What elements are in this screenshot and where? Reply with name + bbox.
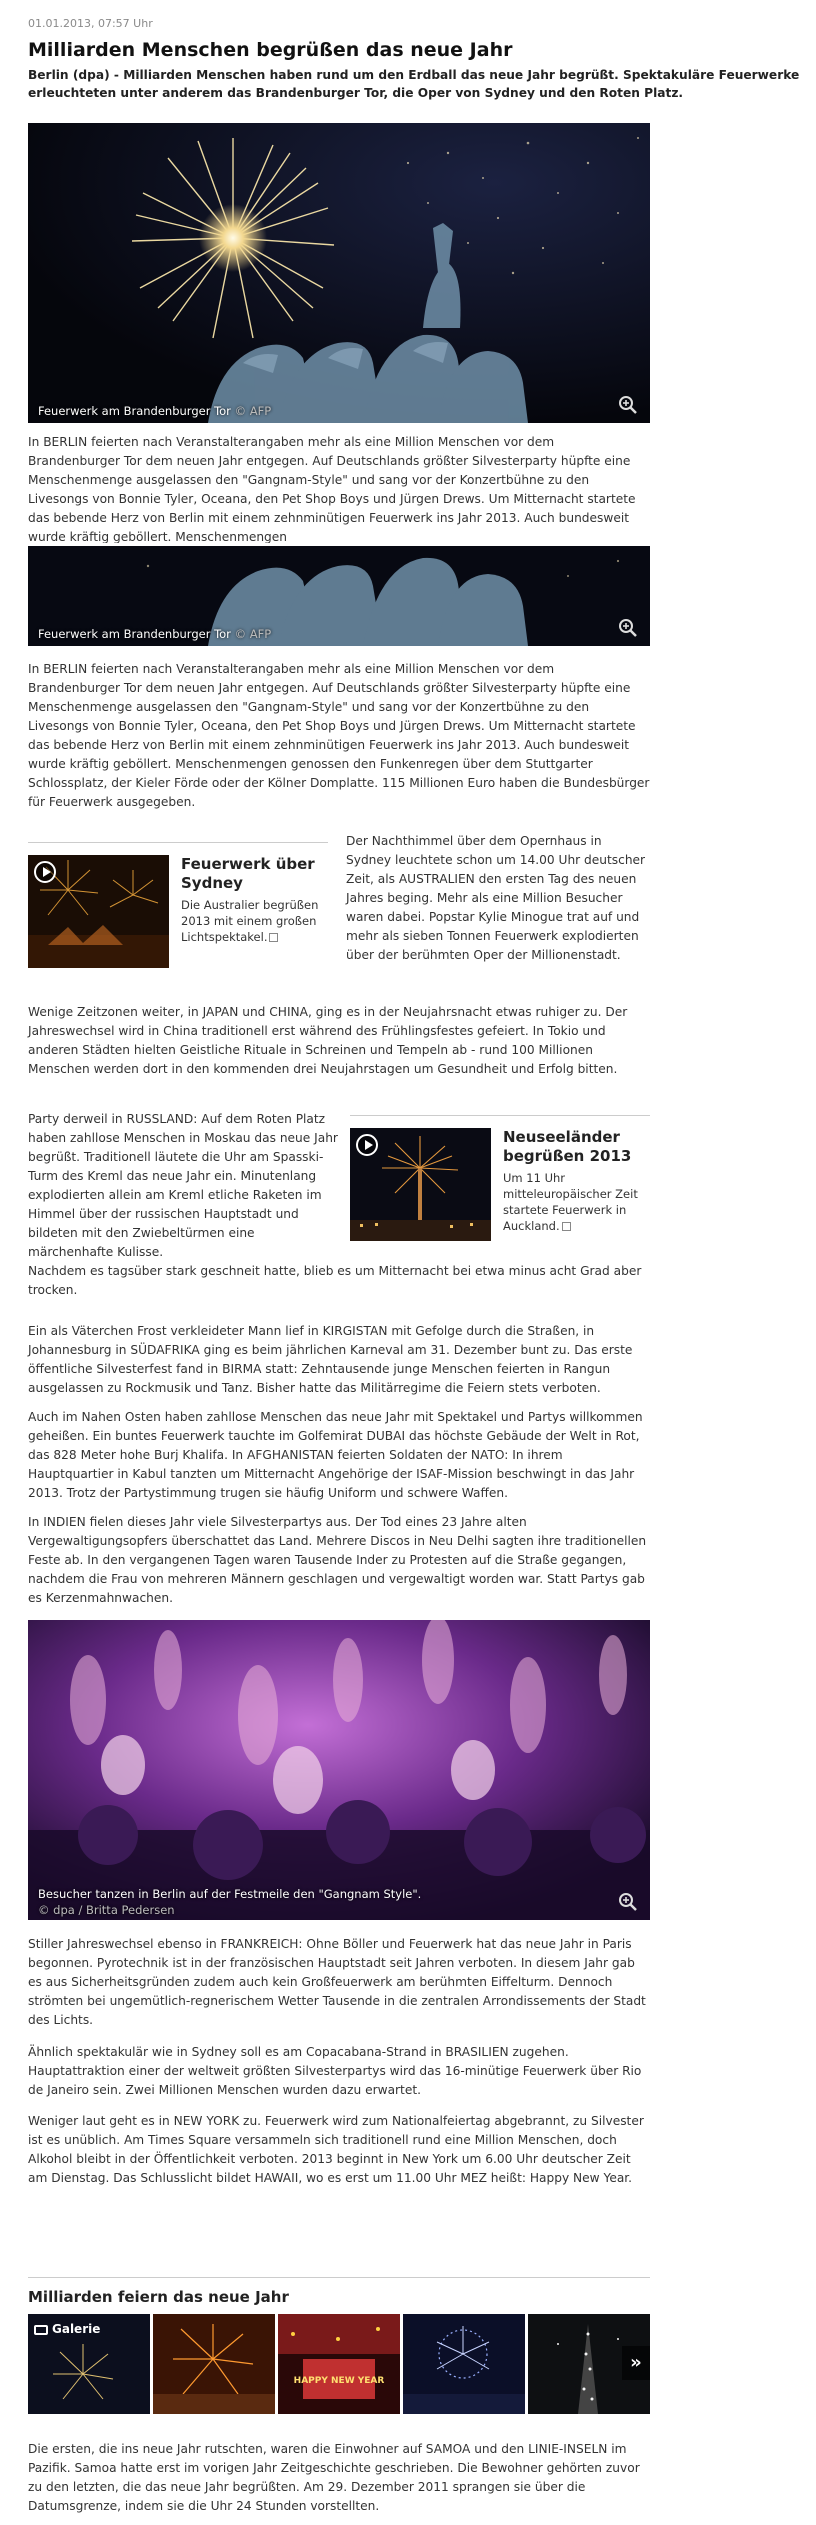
gallery-thumb-4[interactable] <box>403 2314 525 2414</box>
paragraph-sydney: Der Nachthimmel über dem Opernhaus in Sydney leuchtete schon um 14.00 Uhr deutscher Zeit, als AUSTRALIEN den ersten Tag des neuen Jahres beging. Mehr als eine Million Besucher waren dabei. Popstar Kylie Minogue trat auf und mehr als sieben Tonnen Feuerwerk explodierten über der berühmten Oper der Millionenstadt. <box>346 834 646 962</box>
chevron-right-double-icon[interactable]: » <box>622 2346 650 2380</box>
svg-text:HAPPY NEW YEAR: HAPPY NEW YEAR <box>293 2376 385 2386</box>
paragraph-brasilien: Ähnlich spektakulär wie in Sydney soll es am Copacabana-Strand in BRASILIEN zugehen. Hauptattraktion einer der weltweit größten Silvesterpartys wird das 16-minütige Feuerwerk über Rio de Janeiro sein. Zwei Millionen Menschen wurden dazu erwartet. <box>28 2045 642 2097</box>
paragraph-berlin: In BERLIN feierten nach Veranstalterangaben mehr als eine Million Menschen vor dem Brandenburger Tor dem neuen Jahr entgegen. Auf Deutschlands größter Silvesterparty hüpfte eine Menschenmenge ausgelassen den "Gangnam-Style" und sang vor der Konzertbühne zu den Livesongs von Bonnie Tyler, Oceana, den Pet Shop Boys und Jürgen Drews. Um Mitternacht startete das bebende Herz von Berlin mit einem zehnminütigen Feuerwerk ins Jahr 2013. Auch bundesweit wurde kräftig geböllert. Menschenmengen genossen den Funkenregen über dem Stuttgarter Schlossplatz, der Kieler Förde oder der Kölner Domplatte. 115 Millionen Euro haben die Bundesbürger für Feuerwerk ausgegeben. <box>28 662 650 809</box>
paragraph-nahost: Auch im Nahen Osten haben zahllose Menschen das neue Jahr mit Spektakel und Partys willkommen geheißen. Ein buntes Feuerwerk tauchte im Golfemirat DUBAI das höchste Gebäude der Welt in Rot, das 828 Meter hohe Burj Khalifa. In AFGHANISTAN feierten Soldaten der NATO: In ihrem Hauptquartier in Kabul tanzten um Mitternacht Angehörige der ISAF-Mission beschwingt in das Jahr 2013. Trotz der Partystimmung trugen sie häufig Uniform und schwere Waffen. <box>28 1410 643 1500</box>
paragraph-newyork: Weniger laut geht es in NEW YORK zu. Feuerwerk wird zum Nationalfeiertag abgebrannt, zu Silvester ist es unüblich. Am Times Square versammeln sich traditionell rund eine Million Menschen, doch Alkohol bleibt in der Öffentlichkeit verboten. 2013 beginnt in New York um 6.00 Uhr deutscher Zeit am Dienstag. Das Schlusslicht bildet HAWAII, wo es erst um 11.00 Uhr MEZ heißt: Happy New Year. <box>28 2114 644 2185</box>
article-headline: Milliarden Menschen begrüßen das neue Jahr <box>28 39 513 61</box>
teaser-text: Um 11 Uhr mitteleuropäischer Zeit startete Feuerwerk in Auckland. <box>503 1171 638 1233</box>
gallery-label[interactable]: Galerie <box>34 2320 100 2339</box>
paragraph-samoa: Die ersten, die ins neue Jahr rutschten, waren die Einwohner auf SAMOA und den LINIE-INSELN im Pazifik. Samoa hatte erst im vorigen Jahr Zeitgeschichte geschrieben. Die Bewohner gehörten zuvor zu den letzten, die das neue Jahr begrüßten. Am 29. Dezember 2011 sprangen sie über die Datumsgrenze, indem sie die Uhr 24 Stunden vorstellten. <box>28 2442 640 2513</box>
paragraph-japan-china: Wenige Zeitzonen weiter, in JAPAN und CHINA, ging es in der Neujahrsnacht etwas ruhiger zu. Der Jahreswechsel wird in China traditionell erst während des Frühlingsfestes gefeiert. In Tokio und anderen Städten hielten Geistliche Rituale in Schreinen und Tempeln ab - rund 100 Millionen Menschen werden dort in den kommenden drei Neujahrstagen um Gesundheit und Erfolg bitten. <box>28 1005 628 1076</box>
article-lead: Berlin (dpa) - Milliarden Menschen haben rund um den Erdball das neue Jahr begrüßt. Spektakuläre Feuerwerke erleuchteten unter anderem das Brandenburger Tor, die Oper von Sydney und den Roten Platz. <box>28 68 800 100</box>
paragraph-frankreich: Stiller Jahreswechsel ebenso in FRANKREICH: Ohne Böller und Feuerwerk hat das neue Jahr in Paris begonnen. Pyrotechnik ist in der französischen Hauptstadt seit Jahren verboten. In diesem Jahr gab es aus Sicherheitsgründen zudem auch kein Großfeuerwerk am berühmten Eiffelturm. Dennoch strömten bei ungemütlich-regnerischem Wetter Tausende in die zentralen Arrondissements der Stadt des Lichts. <box>28 1937 646 2027</box>
article-date: 01.01.2013, 07:57 Uhr <box>28 17 153 30</box>
video-teaser-sydney[interactable] <box>28 842 328 972</box>
gallery-title[interactable]: Milliarden feiern das neue Jahr <box>28 2288 289 2306</box>
photo-gangnam-crowd[interactable] <box>28 1620 650 1920</box>
paragraph-russia-end: Nachdem es tagsüber stark geschneit hatte, blieb es um Mitternacht bei etwa minus acht Grad aber trocken. <box>28 1264 642 1297</box>
neuseeland-thumbnail[interactable] <box>350 1128 491 1241</box>
photo-caption: Feuerwerk am Brandenburger Tor © AFP <box>38 404 272 418</box>
photo-gallery-strip[interactable] <box>28 2314 650 2414</box>
camera-icon <box>34 2325 48 2335</box>
external-link-icon[interactable] <box>562 1222 571 1231</box>
photo-caption: Feuerwerk am Brandenburger Tor © AFP <box>38 627 272 641</box>
paragraph-indien: In INDIEN fielen dieses Jahr viele Silvesterpartys aus. Der Tod eines 23 Jahre alten Vergewaltigungsopfers überschattet das Land. Mehrere Discos in Neu Delhi sagten ihre traditionellen Feste ab. In den vergangenen Tagen waren Tausende Inder zu Protesten auf die Straße gegangen, nachdem die Frau von mehreren Männern geschlagen und vergewaltigt worden war. Statt Partys gab es Kerzenmahnwachen. <box>28 1515 647 1605</box>
play-icon[interactable] <box>34 861 56 883</box>
photo-brandenburger-tor[interactable] <box>28 123 650 423</box>
fireworks-quadriga-image <box>28 123 650 423</box>
divider <box>28 2277 650 2278</box>
teaser-title[interactable]: Neuseeländer begrüßen 2013 <box>503 1128 632 1165</box>
gallery-thumb-2[interactable] <box>153 2314 275 2414</box>
dancing-crowd-image <box>28 1620 650 1920</box>
gallery-thumb-3[interactable] <box>278 2314 400 2414</box>
play-icon[interactable] <box>356 1134 378 1156</box>
external-link-icon[interactable] <box>269 933 278 942</box>
magnifier-plus-icon[interactable] <box>618 1892 638 1912</box>
teaser-title[interactable]: Feuerwerk über Sydney <box>181 855 315 892</box>
paragraph-berlin-clipped: In BERLIN feierten nach Veranstalterangaben mehr als eine Million Menschen vor dem Brandenburger Tor dem neuen Jahr entgegen. Auf Deutschlands größter Silvesterparty hüpfte eine Menschenmenge ausgelassen den "Gangnam-Style" und sang vor der Konzertbühne zu den Livesongs von Bonnie Tyler, Oceana, den Pet Shop Boys und Jürgen Drews. Um Mitternacht startete das bebende Herz von Berlin mit einem zehnminütigen Feuerwerk ins Jahr 2013. Auch bundesweit wurde kräftig geböllert. Menschenmengen <box>28 435 636 543</box>
paragraph-kirgistan: Ein als Väterchen Frost verkleideter Mann lief in KIRGISTAN mit Gefolge durch die Straßen, in Johannesburg in SÜDAFRIKA ging es beim jährlichen Karneval am 31. Dezember bunt zu. Das erste öffentliche Silvesterfest fand in BIRMA statt: Zehntausende junge Menschen feierten in Rangun ausgelassen zu Rockmusik und Tanz. Bisher hatte das Militärregime die Feiern stets verboten. <box>28 1324 633 1395</box>
magnifier-plus-icon[interactable] <box>618 618 638 638</box>
video-teaser-neuseeland[interactable] <box>350 1115 650 1245</box>
paragraph-russia: Party derweil in RUSSLAND: Auf dem Roten Platz haben zahllose Menschen in Moskau das neue Jahr begrüßt. Traditionell läutete die Uhr am Spasski-Turm des Kreml das neue Jahr ein. Minutenlang explodierten allein am Kreml etliche Raketen im Himmel über der russischen Hauptstadt und bildeten mit den Zwiebeltürmen eine märchenhafte Kulisse. <box>28 1112 338 1259</box>
sydney-thumbnail[interactable] <box>28 855 169 968</box>
magnifier-plus-icon[interactable] <box>618 395 638 415</box>
teaser-text: Die Australier begrüßen 2013 mit einem großen Lichtspektakel. <box>181 898 319 944</box>
gallery-thumb-1[interactable] <box>28 2314 150 2414</box>
photo-brandenburger-tor-strip[interactable] <box>28 546 650 646</box>
photo-caption: Besucher tanzen in Berlin auf der Festmeile den "Gangnam Style". © dpa / Britta Pedersen <box>38 1887 422 1917</box>
gallery-thumb-5[interactable] <box>528 2314 650 2414</box>
